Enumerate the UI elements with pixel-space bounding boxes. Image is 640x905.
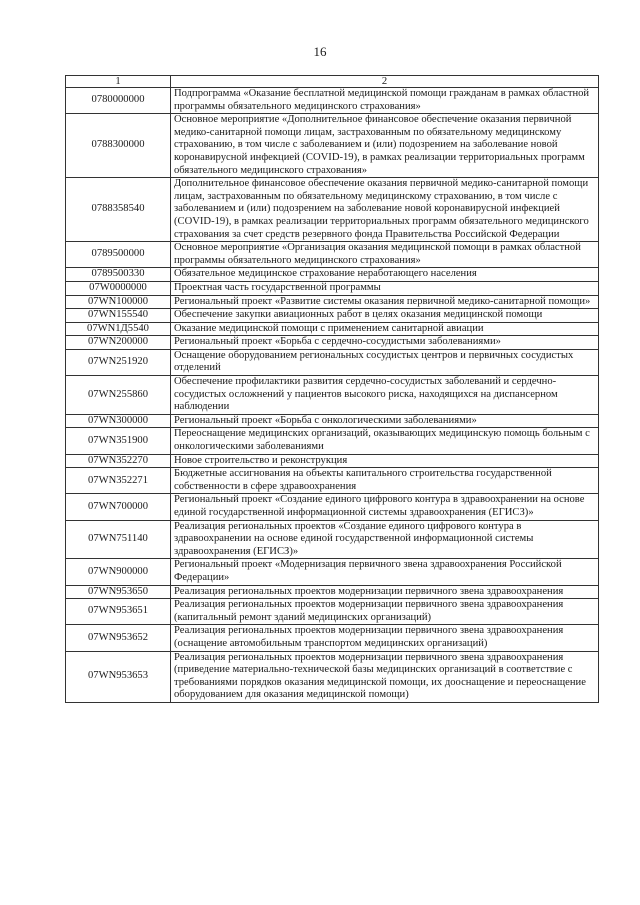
- row-description-cell: Региональный проект «Модернизация первичного звена здравоохранения Российской Федерации»: [171, 559, 599, 585]
- row-code-cell: 07WN953653: [66, 651, 171, 702]
- table-header-row: [66, 76, 599, 88]
- page-number: 16: [313, 44, 327, 59]
- budget-classification-table: [65, 75, 599, 703]
- row-code-cell: 0788358540: [66, 178, 171, 242]
- row-code-cell: 07WN251920: [66, 349, 171, 375]
- row-description-cell: Реализация региональных проектов модернизации первичного звена здравоохранения (оснащение автомобильным транспортом медицинских организаций): [171, 625, 599, 651]
- row-description-cell: Оказание медицинской помощи с применением санитарной авиации: [171, 322, 599, 336]
- row-description-cell: Региональный проект «Борьба с сердечно-сосудистыми заболеваниями»: [171, 336, 599, 350]
- table-row: [66, 376, 599, 415]
- row-code-cell: 0788300000: [66, 114, 171, 178]
- row-code-cell: 07WN953652: [66, 625, 171, 651]
- table-row: [66, 520, 599, 559]
- row-code-cell: 07WN351900: [66, 428, 171, 454]
- row-description-cell: Новое строительство и реконструкция: [171, 454, 599, 468]
- table-row: [66, 242, 599, 268]
- column-header-code: 1: [66, 76, 171, 88]
- table-row: [66, 468, 599, 494]
- row-description-cell: Региональный проект «Борьба с онкологическими заболеваниями»: [171, 414, 599, 428]
- row-description-cell: Обеспечение профилактики развития сердечно-сосудистых заболеваний и сердечно-сосудистых осложнений у пациентов высокого риска, находящихся на диспансерном наблюдении: [171, 376, 599, 415]
- row-code-cell: 07WN255860: [66, 376, 171, 415]
- row-code-cell: 07WN751140: [66, 520, 171, 559]
- table-row: [66, 599, 599, 625]
- table-row: [66, 414, 599, 428]
- row-description-cell: Региональный проект «Развитие системы оказания первичной медико-санитарной помощи»: [171, 295, 599, 309]
- row-code-cell: 07WN100000: [66, 295, 171, 309]
- row-description-cell: Реализация региональных проектов модернизации первичного звена здравоохранения (капитальный ремонт зданий медицинских организаций): [171, 599, 599, 625]
- row-code-cell: 07WN700000: [66, 494, 171, 520]
- table-row: [66, 349, 599, 375]
- table-row: [66, 281, 599, 295]
- row-code-cell: 07WN1Д5540: [66, 322, 171, 336]
- table-row: [66, 585, 599, 599]
- row-description-cell: Обеспечение закупки авиационных работ в целях оказания медицинской помощи: [171, 309, 599, 323]
- table-row: [66, 428, 599, 454]
- row-description-cell: Основное мероприятие «Организация оказания медицинской помощи в рамках областной программы обязательного медицинского страхования»: [171, 242, 599, 268]
- row-code-cell: 07WN352271: [66, 468, 171, 494]
- table-row: [66, 114, 599, 178]
- row-code-cell: 07WN200000: [66, 336, 171, 350]
- row-code-cell: 07WN953650: [66, 585, 171, 599]
- row-description-cell: Региональный проект «Создание единого цифрового контура в здравоохранении на основе единой государственной информационной системы здравоохранения (ЕГИСЗ)»: [171, 494, 599, 520]
- row-description-cell: Переоснащение медицинских организаций, оказывающих медицинскую помощь больным с онкологическими заболеваниями: [171, 428, 599, 454]
- table-body: [66, 88, 599, 703]
- table-row: [66, 494, 599, 520]
- row-code-cell: 07WN155540: [66, 309, 171, 323]
- row-code-cell: 07WN900000: [66, 559, 171, 585]
- row-description-cell: Обязательное медицинское страхование неработающего населения: [171, 268, 599, 282]
- row-code-cell: 0780000000: [66, 88, 171, 114]
- table-row: [66, 322, 599, 336]
- row-code-cell: 07WN300000: [66, 414, 171, 428]
- row-description-cell: Реализация региональных проектов модернизации первичного звена здравоохранения (приведение материально-технической базы медицинских организаций в соответствие с требованиями порядков оказания медицинской помощи, их дооснащение и переоснащение оборудованием для оказания медицинской помощи): [171, 651, 599, 702]
- table-row: [66, 309, 599, 323]
- table-row: [66, 268, 599, 282]
- table-row: [66, 336, 599, 350]
- row-description-cell: Реализация региональных проектов модернизации первичного звена здравоохранения: [171, 585, 599, 599]
- row-description-cell: Реализация региональных проектов «Создание единого цифрового контура в здравоохранении на основе единой государственной информационной системы здравоохранения (ЕГИСЗ)»: [171, 520, 599, 559]
- table-row: [66, 559, 599, 585]
- table-row: [66, 88, 599, 114]
- row-description-cell: Оснащение оборудованием региональных сосудистых центров и первичных сосудистых отделений: [171, 349, 599, 375]
- row-description-cell: Проектная часть государственной программы: [171, 281, 599, 295]
- table-row: [66, 295, 599, 309]
- row-description-cell: Дополнительное финансовое обеспечение оказания первичной медико-санитарной помощи лицам, застрахованным по обязательному медицинскому страхованию, в том числе с заболеванием и (или) подозрением на заболевание новой коронавирусной инфекцией (COVID-19), в рамках реализации территориальных программ обязательного медицинского страхования за счет средств резервного фонда Правительства Российской Федерации: [171, 178, 599, 242]
- row-code-cell: 07WN953651: [66, 599, 171, 625]
- table-row: [66, 454, 599, 468]
- table-row: [66, 178, 599, 242]
- row-code-cell: 07WN352270: [66, 454, 171, 468]
- row-description-cell: Подпрограмма «Оказание бесплатной медицинской помощи гражданам в рамках областной программы обязательного медицинского страхования»: [171, 88, 599, 114]
- row-description-cell: Основное мероприятие «Дополнительное финансовое обеспечение оказания первичной медико-санитарной помощи лицам, застрахованным по обязательному медицинскому страхованию, в том числе с заболеванием и (или) подозрением на заболевание новой коронавирусной инфекцией (COVID-19), в рамках реализации территориальных программ обязательного медицинского страхования»: [171, 114, 599, 178]
- table-row: [66, 625, 599, 651]
- row-code-cell: 07W0000000: [66, 281, 171, 295]
- column-header-description: 2: [171, 76, 599, 88]
- row-description-cell: Бюджетные ассигнования на объекты капитального строительства государственной собственности в сфере здравоохранения: [171, 468, 599, 494]
- row-code-cell: 0789500000: [66, 242, 171, 268]
- table-row: [66, 651, 599, 702]
- row-code-cell: 0789500330: [66, 268, 171, 282]
